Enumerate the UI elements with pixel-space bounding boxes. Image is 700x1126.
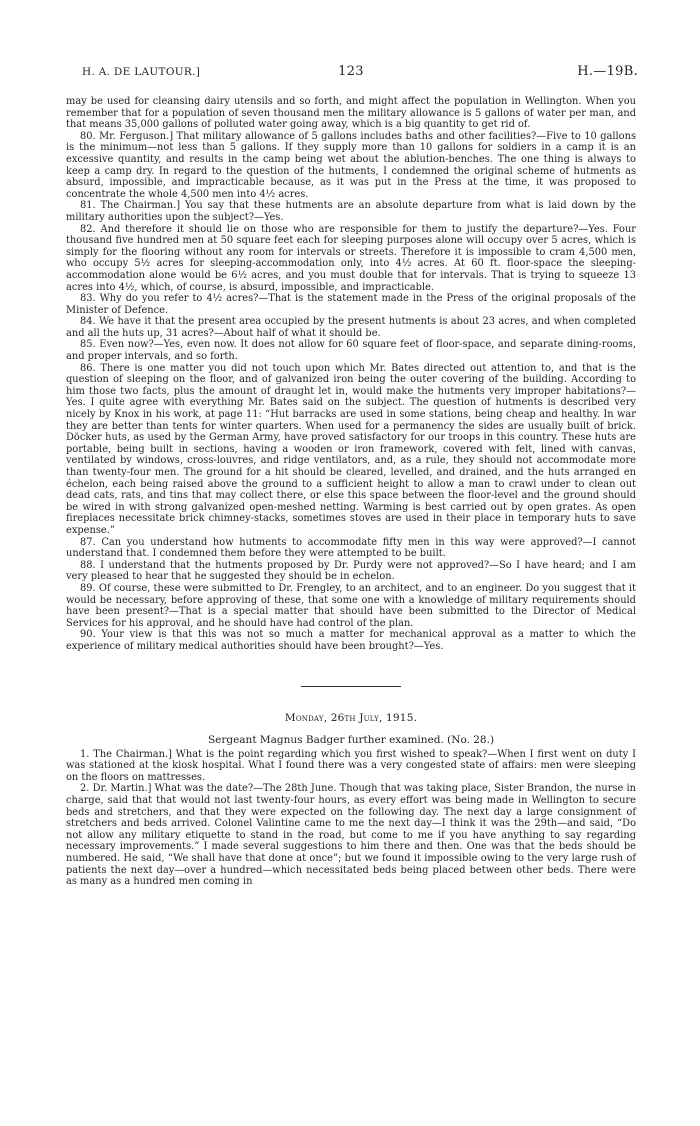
paragraph-1: 1. The Chairman.] What is the point regarding which you first wished to speak?—When I first went on duty I was stationed at the kiosk hospital. What I found there was a very congested state of affairs: men were sleeping on the floors on mattresses. [66,748,636,783]
paragraph-89: 89. Of course, these were submitted to Dr. Frengley, to an architect, and to an engineer. Do you suggest that it would be necessary, before approving of these, that some one with a knowledge of military requirements should have been present?—That is a special matter that should have been submitted to the Director of Medical Services for his approval, and he should have had control of the plan. [66,582,636,629]
paragraph-86: 86. There is one matter you did not touch upon which Mr. Bates directed out attention to, and that is the question of sleeping on the floor, and of galvanized iron being the outer covering of the building. According to him those two facts, plus the amount of draught let in, would make the hutments very improper habitations?—Yes. I quite agree with everything Mr. Bates said on the subject. The question of hutments is described very nicely by Knox in his work, at page 11: “Hut barracks are used in some stations, being cheap and healthy. In war they are better than tents for winter quarters. When used for a permanency the sides are usually built of brick. Döcker huts, as used by the German Army, have proved satisfactory for our troops in this country. These huts are portable, being built in sections, having a wooden or iron framework, covered with felt, lined with canvas, ventilated by windows, cross-louvres, and ridge ventilators, and, as a rule, they should not accommodate more than twenty-four men. The ground for a hit should be cleared, levelled, and drained, and the huts arranged en échelon, each being raised above the ground to a sufficient height to allow a man to crawl under to clean out dead cats, rats, and tins that may collect there, or else this space between the floor-level and the ground should be wired in with strong galvanized open-meshed netting. Warming is best carried out by open grates. As open fireplaces necessitate brick chimney-stacks, sometimes stoves are used in their place in temporary huts to save expense.” [66,362,636,536]
paragraph-84: 84. We have it that the present area occupied by the present hutments is about 23 acres, and when completed and all the huts up, 31 acres?—About half of what it should be. [66,316,636,339]
paragraph-90: 90. Your view is that this was not so much a matter for mechanical approval as a matter to which the experience of military medical authorities should have been brought?—Yes. [66,629,636,652]
page-header [66,64,636,84]
paragraph-2: 2. Dr. Martin.] What was the date?—The 28th June. Though that was taking place, Sister Brandon, the nurse in charge, said that that would not last twenty-four hours, as every effort was being made in Wellington to secure beds and stretchers, and that they were expected on the following day. The next day a large consignment of stretchers and beds arrived. Colonel Valintine came to me the next day—I think it was the 29th—and said, “Do not allow any military etiquette to stand in the road, but come to me if you have anything to say regarding necessary improvements.” I made several suggestions to him there and then. One was that the beds should be numbered. He said, “We shall have that done at once”; but we found it impossible owing to the very large rush of patients the next day—over a hundred—which necessitated beds being placed between other beds. There were as many as a hundred men coming in [66,783,636,888]
paragraph-87: 87. Can you understand how hutments to accommodate fifty men in this way were approved?—I cannot understand that. I condemned them before they were attempted to be built. [66,536,636,560]
paper-reference: H.—19B. [577,64,638,79]
paragraph-continued: may be used for cleansing dairy utensils and so forth, and might affect the population in Wellington. When you remember that for a population of seven thousand men the military allowance is 5 gallons of water per man, and that means 35,000 gallons of polluted water going away, which is a big quantity to get rid of. [66,96,636,131]
paragraph-88: 88. I understand that the hutments proposed by Dr. Purdy were not approved?—So I have heard; and I am very pleased to hear that he suggested they should be in echelon. [66,559,636,583]
paragraph-85: 85. Even now?—Yes, even now. It does not allow for 60 square feet of floor-space, and separate dining-rooms, and proper intervals, and so forth. [66,339,636,363]
section-divider [301,686,401,687]
document-page [66,64,636,888]
witness-name-header: H. A. DE LAUTOUR.] [82,66,201,78]
page-number: 123 [338,64,364,79]
witness-heading: Sergeant Magnus Badger further examined. (No. 28.) [207,734,495,747]
sitting-date: Monday, 26th July, 1915. [284,711,418,724]
paragraph-81: 81. The Chairman.] You say that these hutments are an absolute departure from what is laid down by the military authorities upon the subject?—Yes. [66,200,636,223]
document-body [66,96,636,888]
paragraph-80: 80. Mr. Ferguson.] That military allowance of 5 gallons includes baths and other facilities?—Five to 10 gallons is the minimum—not less than 5 gallons. If they supply more than 10 gallons for soldiers in a camp it is an excessive quantity, and results in the camp being wet about the ablution-benches. The one thing is always to keep a camp dry. In regard to the question of the hutments, I condemned the original scheme of hutments as absurd, impossible, and impracticable because, as it was put in the Press at the time, it was proposed to concentrate the whole 4,500 men into 4½ acres. [66,130,636,200]
paragraph-83: 83. Why do you refer to 4½ acres?—That is the statement made in the Press of the original proposals of the Minister of Defence. [66,293,636,316]
paragraph-82: 82. And therefore it should lie on those who are responsible for them to justify the departure?—Yes. Four thousand five hundred men at 50 square feet each for sleeping purposes alone will occupy over 5 acres, which is simply for the flooring without any room for intervals or streets. Therefore it is impossible to cram 4,500 men, who occupy 5½ acres for sleeping-accommodation only, into 4½ acres. At 60 ft. floor-space the sleeping-accommodation alone would be 6½ acres, and you must double that for intervals. That is trying to squeeze 13 acres into 4½, which, of course, is absurd, impossible, and impracticable. [66,223,636,293]
